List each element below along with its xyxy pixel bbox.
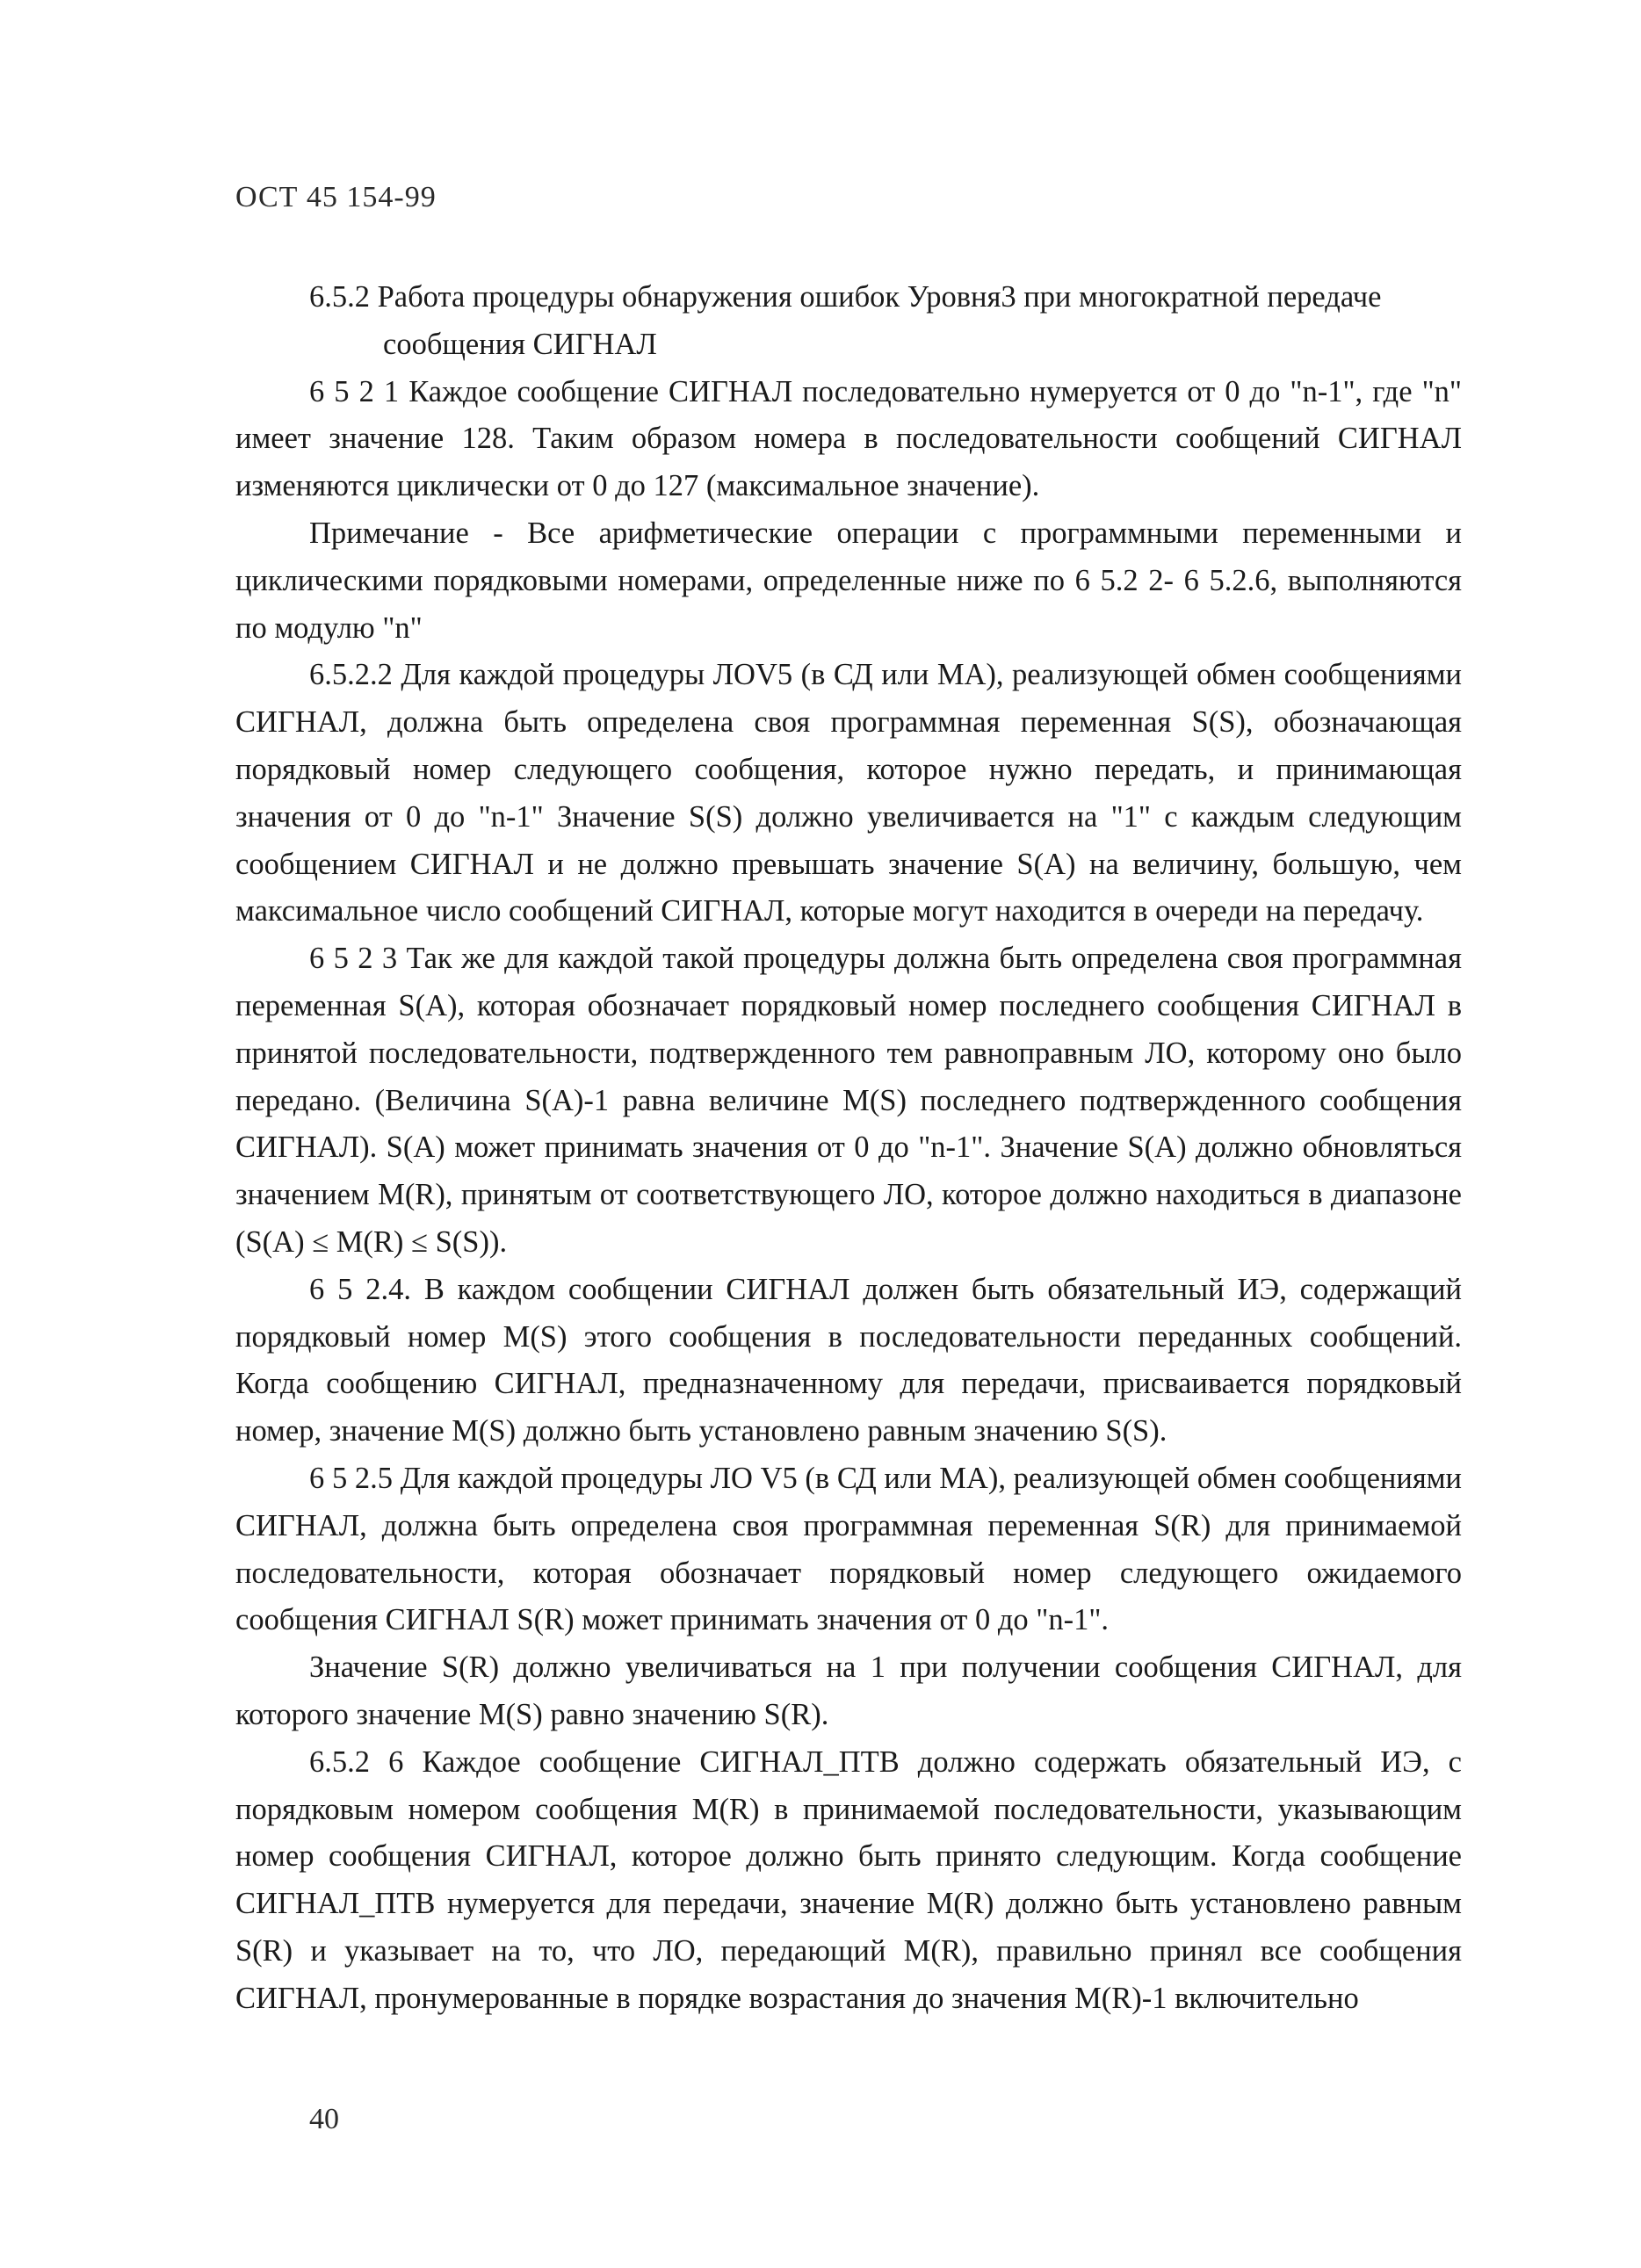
paragraph-6526: 6.5.2 6 Каждое сообщение СИГНАЛ_ПТВ должно содержать обязательный ИЭ, с порядковым номером сообщения M(R) в принимаемой последовательности, указывающим номер сообщения СИГНАЛ, которое должно быть принято следующим. Когда сообщение СИГНАЛ_ПТВ нумеруется для передачи, значение M(R) должно быть установлено равным S(R) и указывает на то, что ЛО, передающий M(R), правильно принял все сообщения СИГНАЛ, пронумерованные в порядке возрастания до значения M(R)-1 включительно xyxy=(235,1744,1462,2015)
paragraph-6523: 6 5 2 3 Так же для каждой такой процедуры должна быть определена своя программная переменная S(A), которая обозначает порядковый номер последнего сообщения СИГНАЛ в принятой последовательности, подтвержденного тем равноправным ЛО, которому оно было передано. (Величина S(A)-1 равна величине M(S) последнего подтвержденного сообщения СИГНАЛ). S(A) может принимать значения от 0 до "n-1". Значение S(A) должно обновляться значением M(R), принятым от соответствующего ЛО, которое должно находиться в диапазоне (S(A) ≤ M(R) ≤ S(S)). xyxy=(235,942,1462,1259)
paragraph-6524: 6 5 2.4. В каждом сообщении СИГНАЛ должен быть обязательный ИЭ, содержащий порядковый номер M(S) этого сообщения в последовательности переданных сообщений. Когда сообщению СИГНАЛ, предназначенному для передачи, присваивается порядковый номер, значение M(S) должно быть установлено равным значению S(S). xyxy=(235,1272,1462,1448)
paragraph-6525-continued: Значение S(R) должно увеличиваться на 1 при получении сообщения СИГНАЛ, для которого значение M(S) равно значению S(R). xyxy=(235,1650,1462,1731)
paragraph-6521: 6 5 2 1 Каждое сообщение СИГНАЛ последовательно нумеруется от 0 до "n-1", где "n" имеет значение 128. Таким образом номера в последовательности сообщений СИГНАЛ изменяются циклически от 0 до 127 (максимальное значение). xyxy=(235,374,1462,503)
section-heading-number: 6.5.2 xyxy=(309,280,370,314)
section-heading-text: Работа процедуры обнаружения ошибок Уровня3 при многократной передаче xyxy=(377,280,1382,314)
section-heading-continuation: сообщения СИГНАЛ xyxy=(383,327,657,361)
note-paragraph: Примечание - Все арифметические операции с программными переменными и циклическими порядковыми номерами, определенные ниже по 6 5.2 2- 6 5.2.6, выполняются по модулю "n" xyxy=(235,516,1462,645)
document-body xyxy=(235,274,1462,2022)
section-heading xyxy=(235,274,1462,369)
document-code: ОСТ 45 154-99 xyxy=(235,181,437,213)
paragraph-6522: 6.5.2.2 Для каждой процедуры ЛОV5 (в СД или МА), реализующей обмен сообщениями СИГНАЛ, должна быть определена своя программная переменная S(S), обозначающая порядковый номер следующего сообщения, которое нужно передать, и принимающая значения от 0 до "n-1" Значение S(S) должно увеличивается на "1" с каждым следующим сообщением СИГНАЛ и не должно превышать значение S(A) на величину, большую, чем максимальное число сообщений СИГНАЛ, которые могут находится в очереди на передачу. xyxy=(235,658,1462,928)
paragraph-6525: 6 5 2.5 Для каждой процедуры ЛО V5 (в СД или МА), реализующей обмен сообщениями СИГНАЛ, должна быть определена своя программная переменная S(R) для принимаемой последовательности, которая обозначает порядковый номер следующего ожидаемого сообщения СИГНАЛ S(R) может принимать значения от 0 до "n-1". xyxy=(235,1461,1462,1637)
page-number: 40 xyxy=(309,2103,339,2135)
